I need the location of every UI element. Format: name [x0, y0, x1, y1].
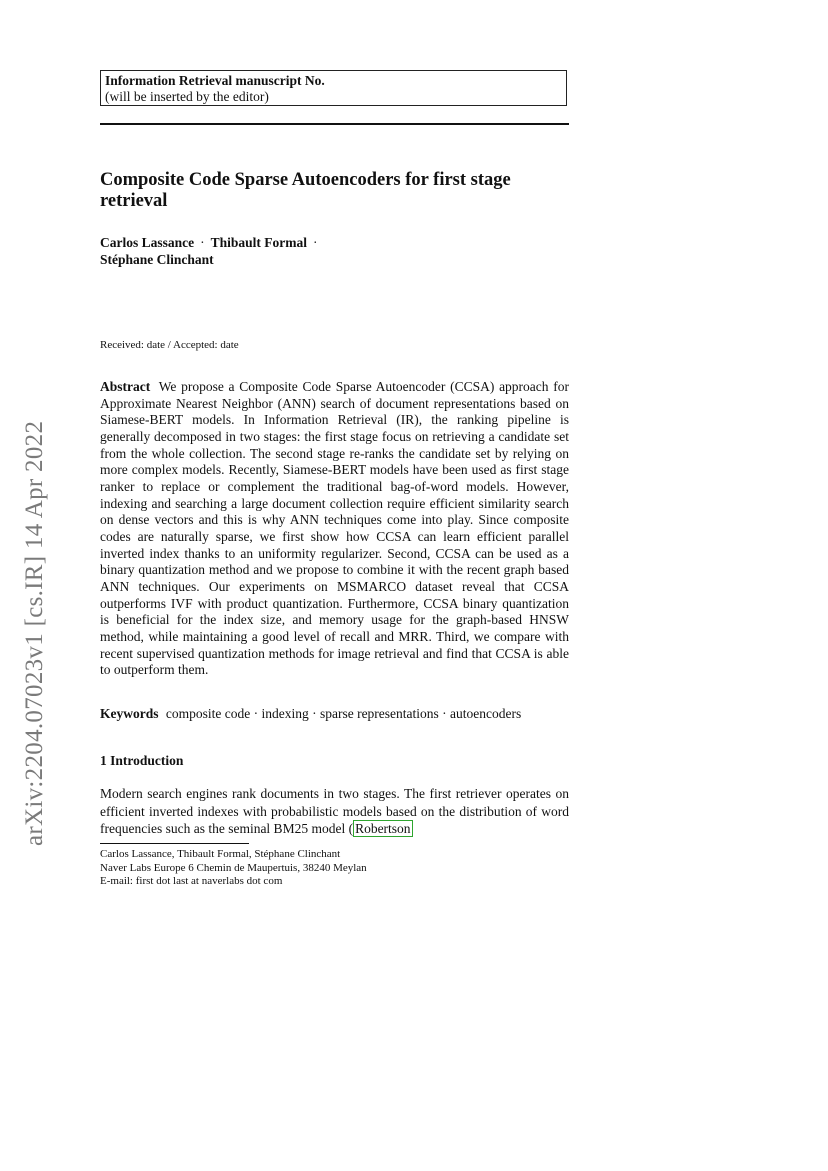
arxiv-margin-stamp: arXiv:2204.07023v1 [cs.IR] 14 Apr 2022 [21, 420, 48, 846]
author-separator: · [313, 235, 318, 250]
received-accepted-dates: Received: date / Accepted: date [100, 339, 239, 351]
author-affiliation-footnote [100, 848, 570, 889]
manuscript-number-label: Information Retrieval manuscript No. [105, 73, 325, 88]
section-heading-introduction: 1 Introduction [100, 753, 184, 768]
author-name: Stéphane Clinchant [100, 252, 214, 267]
introduction-paragraph [100, 785, 569, 838]
citation-link[interactable]: Robertson [355, 821, 411, 837]
author-separator: · [200, 235, 205, 250]
editor-notice-box [100, 70, 567, 106]
keywords-text: composite code · indexing · sparse representations · autoencoders [165, 706, 522, 721]
keywords [100, 705, 580, 722]
author-name: Thibault Formal [210, 235, 308, 250]
abstract-text: We propose a Composite Code Sparse Autoencoder (CCSA) approach for Approximate Nearest Neighbor (ANN) search of document representations based on Siamese-BERT models. In Information Retrieval (IR), the ranking pipeline is generally decomposed in two stages: the first stage focus on retrieving a candidate set from the whole collection. The second stage re-ranks the candidate set by relying on more complex models. Recently, Siamese-BERT models have been used as first stage ranker to replace or complement the traditional bag-of-word models. However, indexing and searching a large document collection require efficient similarity search on dense vectors and this is why ANN techniques come into play. Since composite codes are naturally sparse, we first show how CCSA can learn efficient parallel inverted index thanks to an uniformity regularizer. Second, CCSA can be used as a binary quantization method and we propose to combine it with the recent graph based ANN techniques. Our experiments on MSMARCO dataset reveal that CCSA outperforms IVF with product quantization. Furthermore, CCSA binary quantization is beneficial for the index size, and memory usage for the graph-based HNSW method, while maintaining a good level of recall and MRR. Third, we compare with recent supervised quantization methods for image retrieval and find that CCSA is able to outperform them. [100, 379, 569, 678]
author-list [100, 234, 570, 268]
paper-title: Composite Code Sparse Autoencoders for first stage retrieval [100, 170, 511, 211]
footnote-rule [100, 843, 249, 844]
footnote-email: E-mail: first dot last at naverlabs dot com [100, 875, 283, 887]
keywords-label: Keywords [100, 706, 159, 721]
introduction-text: Modern search engines rank documents in two stages. The first retriever operates on efficient inverted indexes with probabilistic models based on the distribution of word frequencies such as the seminal BM25 model ( [100, 786, 569, 837]
editor-note: (will be inserted by the editor) [105, 89, 269, 104]
abstract [100, 379, 569, 679]
abstract-label: Abstract [100, 379, 151, 394]
footnote-address: Naver Labs Europe 6 Chemin de Maupertuis, 38240 Meylan [100, 861, 367, 874]
author-name: Carlos Lassance [100, 235, 195, 250]
header-rule [100, 123, 569, 125]
footnote-authors: Carlos Lassance, Thibault Formal, Stéphane Clinchant [100, 848, 341, 860]
